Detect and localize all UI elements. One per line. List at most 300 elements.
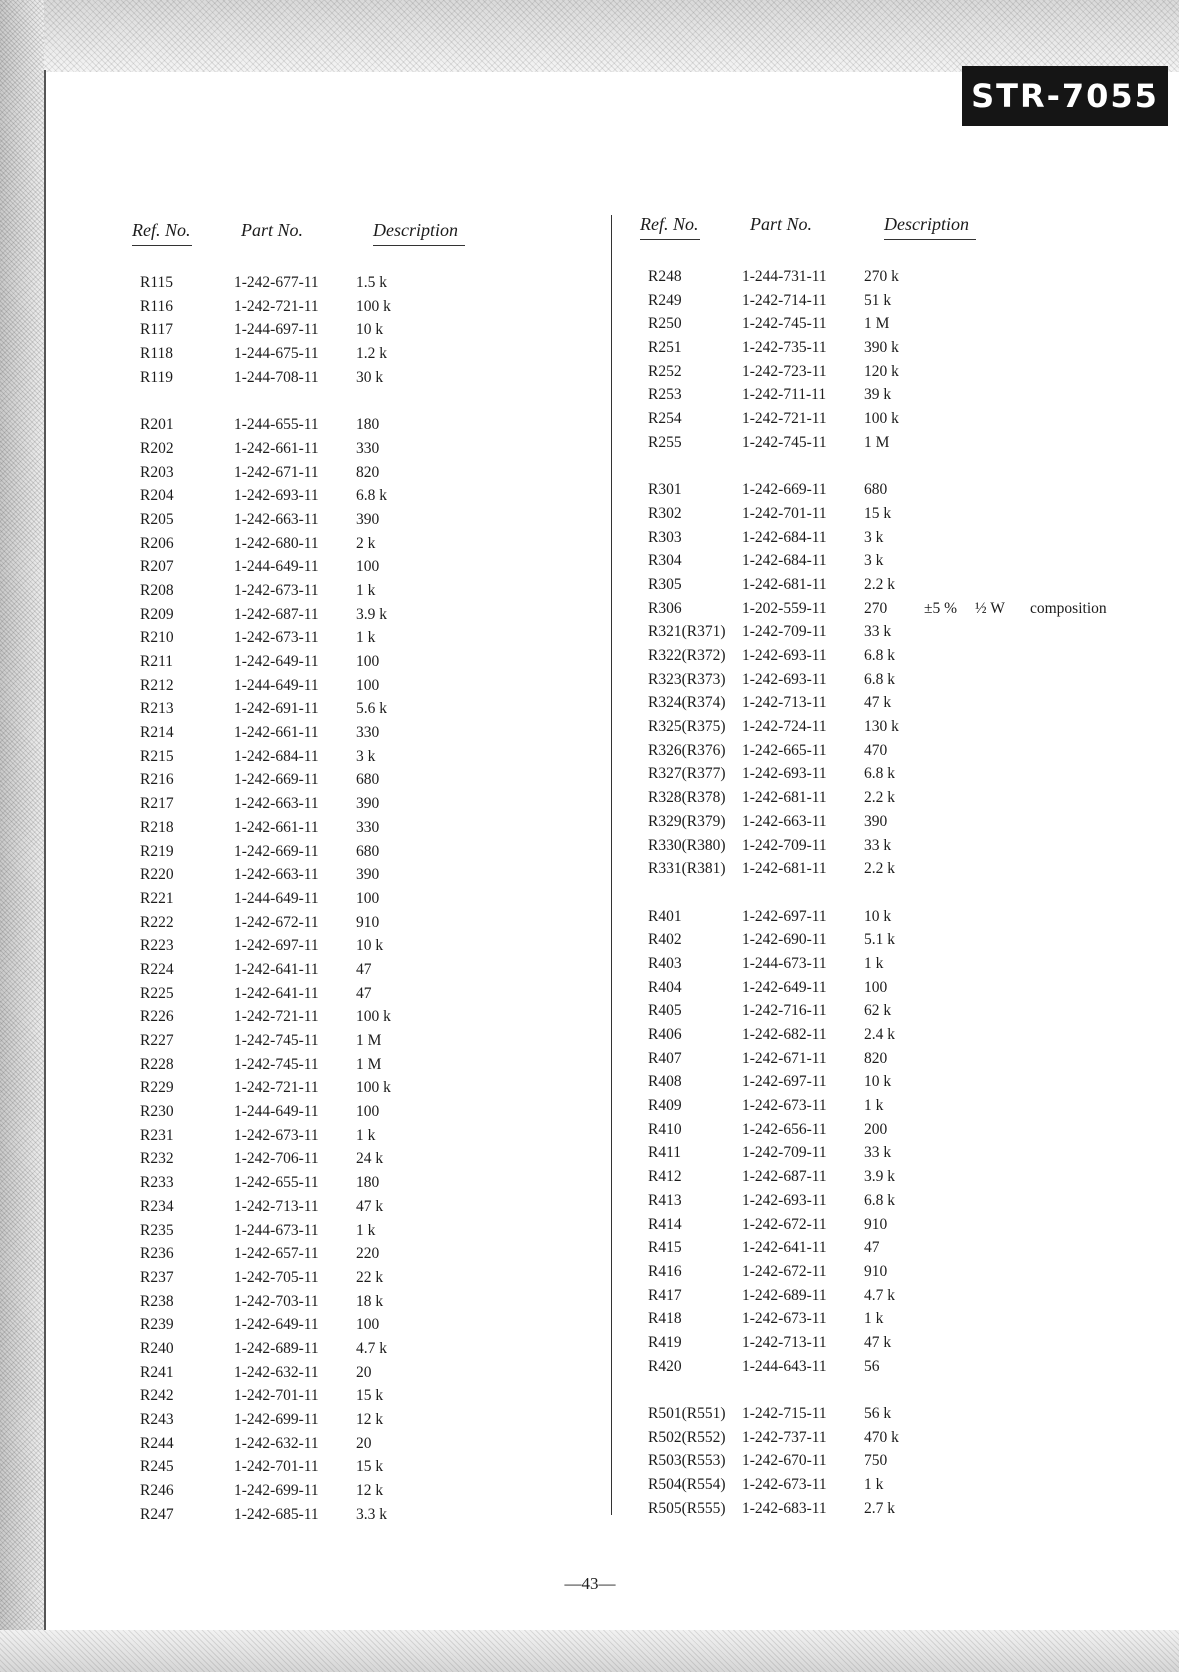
cell-desc: 390 <box>356 510 380 528</box>
cell-desc: 270 k <box>864 268 899 285</box>
cell-desc: 24 k <box>356 1150 384 1168</box>
cell-ref: R207 <box>140 558 174 576</box>
cell-desc: 100 k <box>356 1079 391 1097</box>
cell-part: 1-244-697-11 <box>234 321 319 339</box>
cell-part: 1-242-661-11 <box>234 439 319 457</box>
cell-desc: 1 M <box>864 433 890 451</box>
cell-desc: 2.2 k <box>864 860 895 878</box>
cell-part: 1-242-723-11 <box>742 362 827 380</box>
cell-ref: R253 <box>648 386 682 404</box>
cell-part: 1-242-663-11 <box>742 812 827 830</box>
cell-ref: R224 <box>140 960 174 978</box>
cell-ref: R203 <box>140 463 174 481</box>
cell-desc: 470 k <box>864 1428 899 1446</box>
cell-part: 1-242-709-11 <box>742 836 827 854</box>
cell-desc: 22 k <box>356 1268 384 1286</box>
cell-ref: R322(R372) <box>648 647 726 664</box>
cell-desc: 910 <box>864 1262 888 1280</box>
cell-ref: R412 <box>648 1168 682 1186</box>
cell-ref: R225 <box>140 984 174 1002</box>
cell-part: 1-242-665-11 <box>742 741 827 759</box>
cell-part: 1-242-632-11 <box>234 1434 319 1452</box>
cell-ref: R408 <box>648 1073 682 1091</box>
cell-desc: 2.2 k <box>864 789 895 807</box>
cell-part: 1-244-673-11 <box>234 1221 319 1239</box>
cell-part: 1-244-655-11 <box>234 416 319 434</box>
cell-desc: 12 k <box>356 1482 384 1500</box>
cell-desc: 100 <box>356 653 380 670</box>
cell-ref: R217 <box>140 795 174 813</box>
cell-desc: 330 <box>356 724 380 742</box>
cell-part: 1-242-713-11 <box>742 1333 827 1351</box>
cell-ref: R321(R371) <box>648 623 726 641</box>
cell-desc: 20 <box>356 1434 372 1452</box>
cell-part: 1-242-671-11 <box>742 1049 827 1067</box>
scan-border-left <box>0 0 44 1672</box>
cell-desc: 100 <box>356 1103 380 1121</box>
cell-part: 1-242-683-11 <box>742 1499 827 1517</box>
cell-part: 1-242-684-11 <box>742 552 827 570</box>
cell-desc: 120 k <box>864 362 899 380</box>
cell-desc: 1.2 k <box>356 345 387 363</box>
cell-desc: 1 M <box>356 1055 382 1073</box>
cell-part: 1-242-682-11 <box>742 1026 827 1043</box>
cell-part: 1-242-703-11 <box>234 1292 319 1310</box>
cell-part: 1-242-641-11 <box>742 1239 827 1257</box>
cell-ref: R252 <box>648 362 682 380</box>
cell-ref: R415 <box>648 1239 682 1257</box>
cell-desc: 100 k <box>356 297 391 315</box>
cell-desc: 180 <box>356 416 380 434</box>
cell-desc: 390 k <box>864 339 899 357</box>
cell-part: 1-242-697-11 <box>234 937 319 955</box>
cell-desc: 1 k <box>356 1126 376 1144</box>
cell-desc: 330 <box>356 818 380 836</box>
cell-desc: 270 <box>864 599 888 617</box>
cell-desc: 1 M <box>864 315 890 333</box>
cell-ref: R208 <box>140 581 174 599</box>
cell-desc: 15 k <box>864 504 892 522</box>
cell-desc: 1 k <box>356 581 376 599</box>
cell-ref: R211 <box>140 653 174 670</box>
cell-part: 1-242-641-11 <box>234 960 319 978</box>
cell-ref: R501(R551) <box>648 1405 726 1422</box>
cell-part: 1-242-656-11 <box>742 1120 827 1138</box>
cell-desc: 47 k <box>864 694 892 712</box>
cell-desc: 47 <box>356 984 372 1002</box>
cell-part: 1-242-721-11 <box>234 1079 319 1097</box>
cell-desc: 47 k <box>356 1197 384 1215</box>
cell-ref: R414 <box>648 1215 682 1233</box>
cell-ref: R304 <box>648 552 682 570</box>
cell-ref: R504(R554) <box>648 1476 726 1494</box>
cell-part: 1-242-673-11 <box>234 629 319 647</box>
cell-part: 1-242-713-11 <box>234 1197 319 1215</box>
cell-part: 1-242-663-11 <box>234 866 319 884</box>
model-badge: STR-7055 <box>962 66 1168 126</box>
cell-part: 1-242-672-11 <box>742 1262 827 1280</box>
cell-desc: 6.8 k <box>864 670 895 688</box>
cell-desc: 1 k <box>356 629 376 647</box>
cell-desc: 33 k <box>864 623 892 641</box>
cell-desc: 10 k <box>356 937 384 955</box>
scan-border-bottom <box>0 1630 1179 1672</box>
cell-part: 1-242-705-11 <box>234 1268 319 1286</box>
cell-ref: R409 <box>648 1097 682 1115</box>
cell-part: 1-242-701-11 <box>742 504 827 522</box>
cell-desc: 390 <box>864 812 888 830</box>
cell-part: 1-242-685-11 <box>234 1505 319 1523</box>
cell-part: 1-242-693-11 <box>742 670 827 688</box>
cell-part: 1-242-697-11 <box>742 907 827 925</box>
cell-ref: R418 <box>648 1310 682 1328</box>
cell-ref: R410 <box>648 1120 682 1138</box>
cell-ref: R301 <box>648 481 682 499</box>
cell-ref: R505(R555) <box>648 1499 726 1517</box>
cell-part: 1-244-675-11 <box>234 345 319 363</box>
cell-desc: 20 <box>356 1363 372 1381</box>
cell-desc: 33 k <box>864 1144 892 1162</box>
cell-desc: 62 k <box>864 1002 892 1020</box>
cell-part: 1-242-663-11 <box>234 510 319 528</box>
cell-part: 1-244-731-11 <box>742 268 827 285</box>
cell-part: 1-242-711-11 <box>742 386 827 404</box>
header-desc-right: Description <box>884 214 976 240</box>
cell-part: 1-242-701-11 <box>234 1387 319 1405</box>
cell-part: 1-242-709-11 <box>742 623 827 641</box>
cell-desc: 100 <box>356 558 380 576</box>
cell-desc: 10 k <box>356 321 384 339</box>
cell-ref: R234 <box>140 1197 174 1215</box>
cell-ref: R247 <box>140 1505 174 1523</box>
cell-part: 1-242-673-11 <box>234 581 319 599</box>
cell-part: 1-242-735-11 <box>742 339 827 357</box>
cell-part: 1-242-669-11 <box>234 771 319 789</box>
cell-part: 1-242-681-11 <box>742 860 827 878</box>
cell-part: 1-242-721-11 <box>234 297 319 315</box>
cell-ref: R117 <box>140 321 174 339</box>
cell-ref: R419 <box>648 1333 682 1351</box>
cell-ref: R230 <box>140 1103 174 1121</box>
cell-ref: R227 <box>140 1032 174 1049</box>
cell-desc: 33 k <box>864 836 892 854</box>
cell-part: 1-242-684-11 <box>234 747 319 765</box>
cell-desc: 1 k <box>864 1310 884 1328</box>
cell-part: 1-202-559-11 <box>742 599 827 617</box>
cell-ref: R246 <box>140 1482 174 1500</box>
cell-desc: 4.7 k <box>356 1339 387 1357</box>
cell-part: 1-242-745-11 <box>742 315 827 333</box>
page-number: —43— <box>564 1574 616 1593</box>
cell-ref: R330(R380) <box>648 836 726 854</box>
header-desc: Description <box>373 220 465 246</box>
cell-desc: 130 k <box>864 718 899 736</box>
cell-part: 1-242-661-11 <box>234 724 319 742</box>
cell-part: 1-242-721-11 <box>742 410 827 428</box>
cell-part: 1-242-649-11 <box>742 978 827 996</box>
cell-part: 1-242-655-11 <box>234 1174 319 1192</box>
cell-ref: R206 <box>140 534 174 552</box>
cell-desc: 390 <box>356 795 380 813</box>
cell-part: 1-242-701-11 <box>234 1458 319 1476</box>
cell-desc: 680 <box>356 842 380 860</box>
cell-ref: R254 <box>648 410 682 428</box>
cell-ref: R232 <box>140 1150 174 1168</box>
cell-part: 1-242-706-11 <box>234 1150 319 1168</box>
cell-ref: R255 <box>648 433 682 451</box>
cell-ref: R242 <box>140 1387 174 1405</box>
cell-type: composition <box>1030 599 1107 617</box>
cell-desc: 10 k <box>864 907 892 925</box>
cell-ref: R328(R378) <box>648 789 726 807</box>
cell-desc: 2.4 k <box>864 1026 895 1043</box>
cell-desc: 6.8 k <box>864 765 895 783</box>
cell-ref: R416 <box>648 1262 682 1280</box>
cell-ref: R205 <box>140 510 174 528</box>
cell-ref: R228 <box>140 1055 174 1073</box>
cell-part: 1-242-715-11 <box>742 1405 827 1422</box>
cell-ref: R210 <box>140 629 174 647</box>
cell-desc: 100 k <box>864 410 899 428</box>
cell-part: 1-242-745-11 <box>234 1055 319 1073</box>
cell-desc: 30 k <box>356 368 384 386</box>
cell-part: 1-242-657-11 <box>234 1245 319 1263</box>
cell-part: 1-242-691-11 <box>234 700 319 718</box>
cell-desc: 820 <box>356 463 380 481</box>
cell-ref: R116 <box>140 297 174 315</box>
cell-ref: R327(R377) <box>648 765 726 783</box>
cell-ref: R305 <box>648 575 682 593</box>
cell-ref: R236 <box>140 1245 174 1263</box>
cell-ref: R303 <box>648 528 682 546</box>
cell-ref: R251 <box>648 339 682 357</box>
cell-desc: 180 <box>356 1174 380 1192</box>
cell-part: 1-242-687-11 <box>234 605 319 623</box>
cell-ref: R215 <box>140 747 174 765</box>
cell-ref: R243 <box>140 1411 174 1428</box>
cell-desc: 200 <box>864 1120 888 1138</box>
cell-desc: 5.6 k <box>356 700 387 718</box>
cell-part: 1-242-690-11 <box>742 931 827 949</box>
cell-ref: R402 <box>648 931 682 949</box>
cell-desc: 100 k <box>356 1008 391 1026</box>
cell-ref: R223 <box>140 937 174 955</box>
cell-part: 1-244-643-11 <box>742 1357 827 1375</box>
cell-ref: R407 <box>648 1049 682 1067</box>
cell-desc: 3 k <box>356 747 376 765</box>
cell-part: 1-244-708-11 <box>234 368 319 386</box>
cell-ref: R420 <box>648 1357 682 1375</box>
cell-desc: 390 <box>356 866 380 884</box>
cell-ref: R240 <box>140 1339 174 1357</box>
cell-ref: R233 <box>140 1174 174 1192</box>
cell-part: 1-242-687-11 <box>742 1168 827 1186</box>
cell-ref: R302 <box>648 504 682 522</box>
cell-desc: 910 <box>356 913 380 931</box>
cell-desc: 6.8 k <box>356 487 387 505</box>
cell-desc: 680 <box>356 771 380 789</box>
cell-ref: R119 <box>140 368 174 386</box>
cell-ref: R250 <box>648 315 682 333</box>
cell-part: 1-242-699-11 <box>234 1411 319 1428</box>
header-ref: Ref. No. <box>132 220 192 246</box>
cell-ref: R238 <box>140 1292 174 1310</box>
cell-ref: R324(R374) <box>648 694 726 712</box>
cell-ref: R404 <box>648 978 682 996</box>
cell-part: 1-242-693-11 <box>742 1191 827 1209</box>
cell-desc: 680 <box>864 481 888 499</box>
cell-part: 1-242-693-11 <box>742 765 827 783</box>
cell-desc: 3.3 k <box>356 1505 387 1523</box>
cell-desc: 1.5 k <box>356 274 387 291</box>
cell-part: 1-242-684-11 <box>742 528 827 546</box>
cell-part: 1-242-693-11 <box>234 487 319 505</box>
cell-part: 1-242-745-11 <box>742 433 827 451</box>
cell-ref: R219 <box>140 842 174 860</box>
cell-desc: 3.9 k <box>356 605 387 623</box>
cell-desc: 15 k <box>356 1458 384 1476</box>
cell-ref: R248 <box>648 268 682 285</box>
cell-ref: R323(R373) <box>648 670 726 688</box>
cell-ref: R403 <box>648 954 682 972</box>
cell-ref: R226 <box>140 1008 174 1026</box>
cell-part: 1-242-697-11 <box>742 1073 827 1091</box>
cell-part: 1-242-673-11 <box>234 1126 319 1144</box>
cell-part: 1-244-649-11 <box>234 558 319 576</box>
cell-part: 1-244-649-11 <box>234 889 319 907</box>
cell-part: 1-242-737-11 <box>742 1428 827 1446</box>
cell-part: 1-242-721-11 <box>234 1008 319 1026</box>
cell-desc: 1 M <box>356 1032 382 1049</box>
cell-desc: 56 k <box>864 1405 892 1422</box>
scan-border-top <box>0 0 1179 72</box>
cell-desc: 12 k <box>356 1411 384 1428</box>
cell-desc: 100 <box>356 676 380 694</box>
cell-ref: R216 <box>140 771 174 789</box>
cell-ref: R214 <box>140 724 174 742</box>
cell-part: 1-242-681-11 <box>742 789 827 807</box>
cell-part: 1-242-661-11 <box>234 818 319 836</box>
cell-ref: R329(R379) <box>648 812 726 830</box>
cell-ref: R237 <box>140 1268 174 1286</box>
cell-desc: 820 <box>864 1049 888 1067</box>
cell-desc: 3.9 k <box>864 1168 895 1186</box>
cell-ref: R213 <box>140 700 174 718</box>
cell-part: 1-242-677-11 <box>234 274 319 291</box>
cell-desc: 1 k <box>864 1097 884 1115</box>
cell-part: 1-244-649-11 <box>234 676 319 694</box>
cell-desc: 18 k <box>356 1292 384 1310</box>
cell-ref: R244 <box>140 1434 174 1452</box>
cell-part: 1-242-673-11 <box>742 1310 827 1328</box>
cell-part: 1-242-673-11 <box>742 1097 827 1115</box>
cell-ref: R245 <box>140 1458 174 1476</box>
cell-desc: 220 <box>356 1245 380 1263</box>
cell-ref: R406 <box>648 1026 682 1043</box>
cell-desc: 56 <box>864 1357 880 1375</box>
cell-desc: 100 <box>864 978 888 996</box>
cell-ref: R229 <box>140 1079 174 1097</box>
cell-desc: 39 k <box>864 386 892 404</box>
cell-desc: 51 k <box>864 291 892 309</box>
cell-ref: R212 <box>140 676 174 694</box>
cell-part: 1-242-693-11 <box>742 647 827 664</box>
cell-ref: R411 <box>648 1144 682 1162</box>
page-edge <box>44 70 46 1630</box>
cell-ref: R235 <box>140 1221 174 1239</box>
cell-tol: ±5 % <box>924 599 958 617</box>
cell-ref: R118 <box>140 345 174 363</box>
cell-desc: 15 k <box>356 1387 384 1405</box>
cell-ref: R222 <box>140 913 174 931</box>
cell-ref: R201 <box>140 416 174 434</box>
cell-ref: R413 <box>648 1191 682 1209</box>
cell-desc: 3 k <box>864 528 884 546</box>
cell-desc: 2.7 k <box>864 1499 895 1517</box>
cell-part: 1-242-663-11 <box>234 795 319 813</box>
cell-desc: 100 <box>356 1316 380 1334</box>
cell-part: 1-242-709-11 <box>742 1144 827 1162</box>
cell-part: 1-242-641-11 <box>234 984 319 1002</box>
cell-desc: 5.1 k <box>864 931 895 949</box>
cell-ref: R306 <box>648 599 682 617</box>
cell-part: 1-242-681-11 <box>742 575 827 593</box>
cell-desc: 3 k <box>864 552 884 570</box>
cell-ref: R325(R375) <box>648 718 726 736</box>
cell-desc: 47 <box>864 1239 880 1257</box>
cell-part: 1-242-673-11 <box>742 1476 827 1494</box>
cell-ref: R249 <box>648 291 682 309</box>
header-ref-right: Ref. No. <box>640 214 700 240</box>
cell-desc: 100 <box>356 889 380 907</box>
cell-part: 1-242-649-11 <box>234 653 319 670</box>
cell-ref: R209 <box>140 605 174 623</box>
cell-desc: 47 k <box>864 1333 892 1351</box>
cell-desc: 1 k <box>356 1221 376 1239</box>
cell-ref: R218 <box>140 818 174 836</box>
cell-desc: 470 <box>864 741 888 759</box>
cell-part: 1-242-669-11 <box>234 842 319 860</box>
cell-desc: 6.8 k <box>864 647 895 664</box>
cell-ref: R405 <box>648 1002 682 1020</box>
cell-ref: R401 <box>648 907 682 925</box>
cell-part: 1-242-632-11 <box>234 1363 319 1381</box>
cell-ref: R331(R381) <box>648 860 726 878</box>
cell-part: 1-242-689-11 <box>234 1339 319 1357</box>
cell-ref: R202 <box>140 439 174 457</box>
cell-desc: 750 <box>864 1452 888 1470</box>
cell-desc: 1 k <box>864 954 884 972</box>
cell-part: 1-242-671-11 <box>234 463 319 481</box>
cell-ref: R502(R552) <box>648 1428 726 1446</box>
cell-part: 1-244-649-11 <box>234 1103 319 1121</box>
cell-part: 1-242-670-11 <box>742 1452 827 1470</box>
column-divider <box>611 215 612 1515</box>
cell-ref: R204 <box>140 487 174 505</box>
cell-part: 1-242-716-11 <box>742 1002 827 1020</box>
cell-desc: 910 <box>864 1215 888 1233</box>
cell-part: 1-242-680-11 <box>234 534 319 552</box>
cell-part: 1-242-699-11 <box>234 1482 319 1500</box>
cell-ref: R115 <box>140 274 174 291</box>
cell-desc: 2 k <box>356 534 376 552</box>
cell-part: 1-244-673-11 <box>742 954 827 972</box>
cell-ref: R221 <box>140 889 174 907</box>
cell-part: 1-242-669-11 <box>742 481 827 499</box>
cell-watt: ½ W <box>975 599 1005 617</box>
header-part: Part No. <box>241 220 304 240</box>
cell-part: 1-242-689-11 <box>742 1286 827 1304</box>
